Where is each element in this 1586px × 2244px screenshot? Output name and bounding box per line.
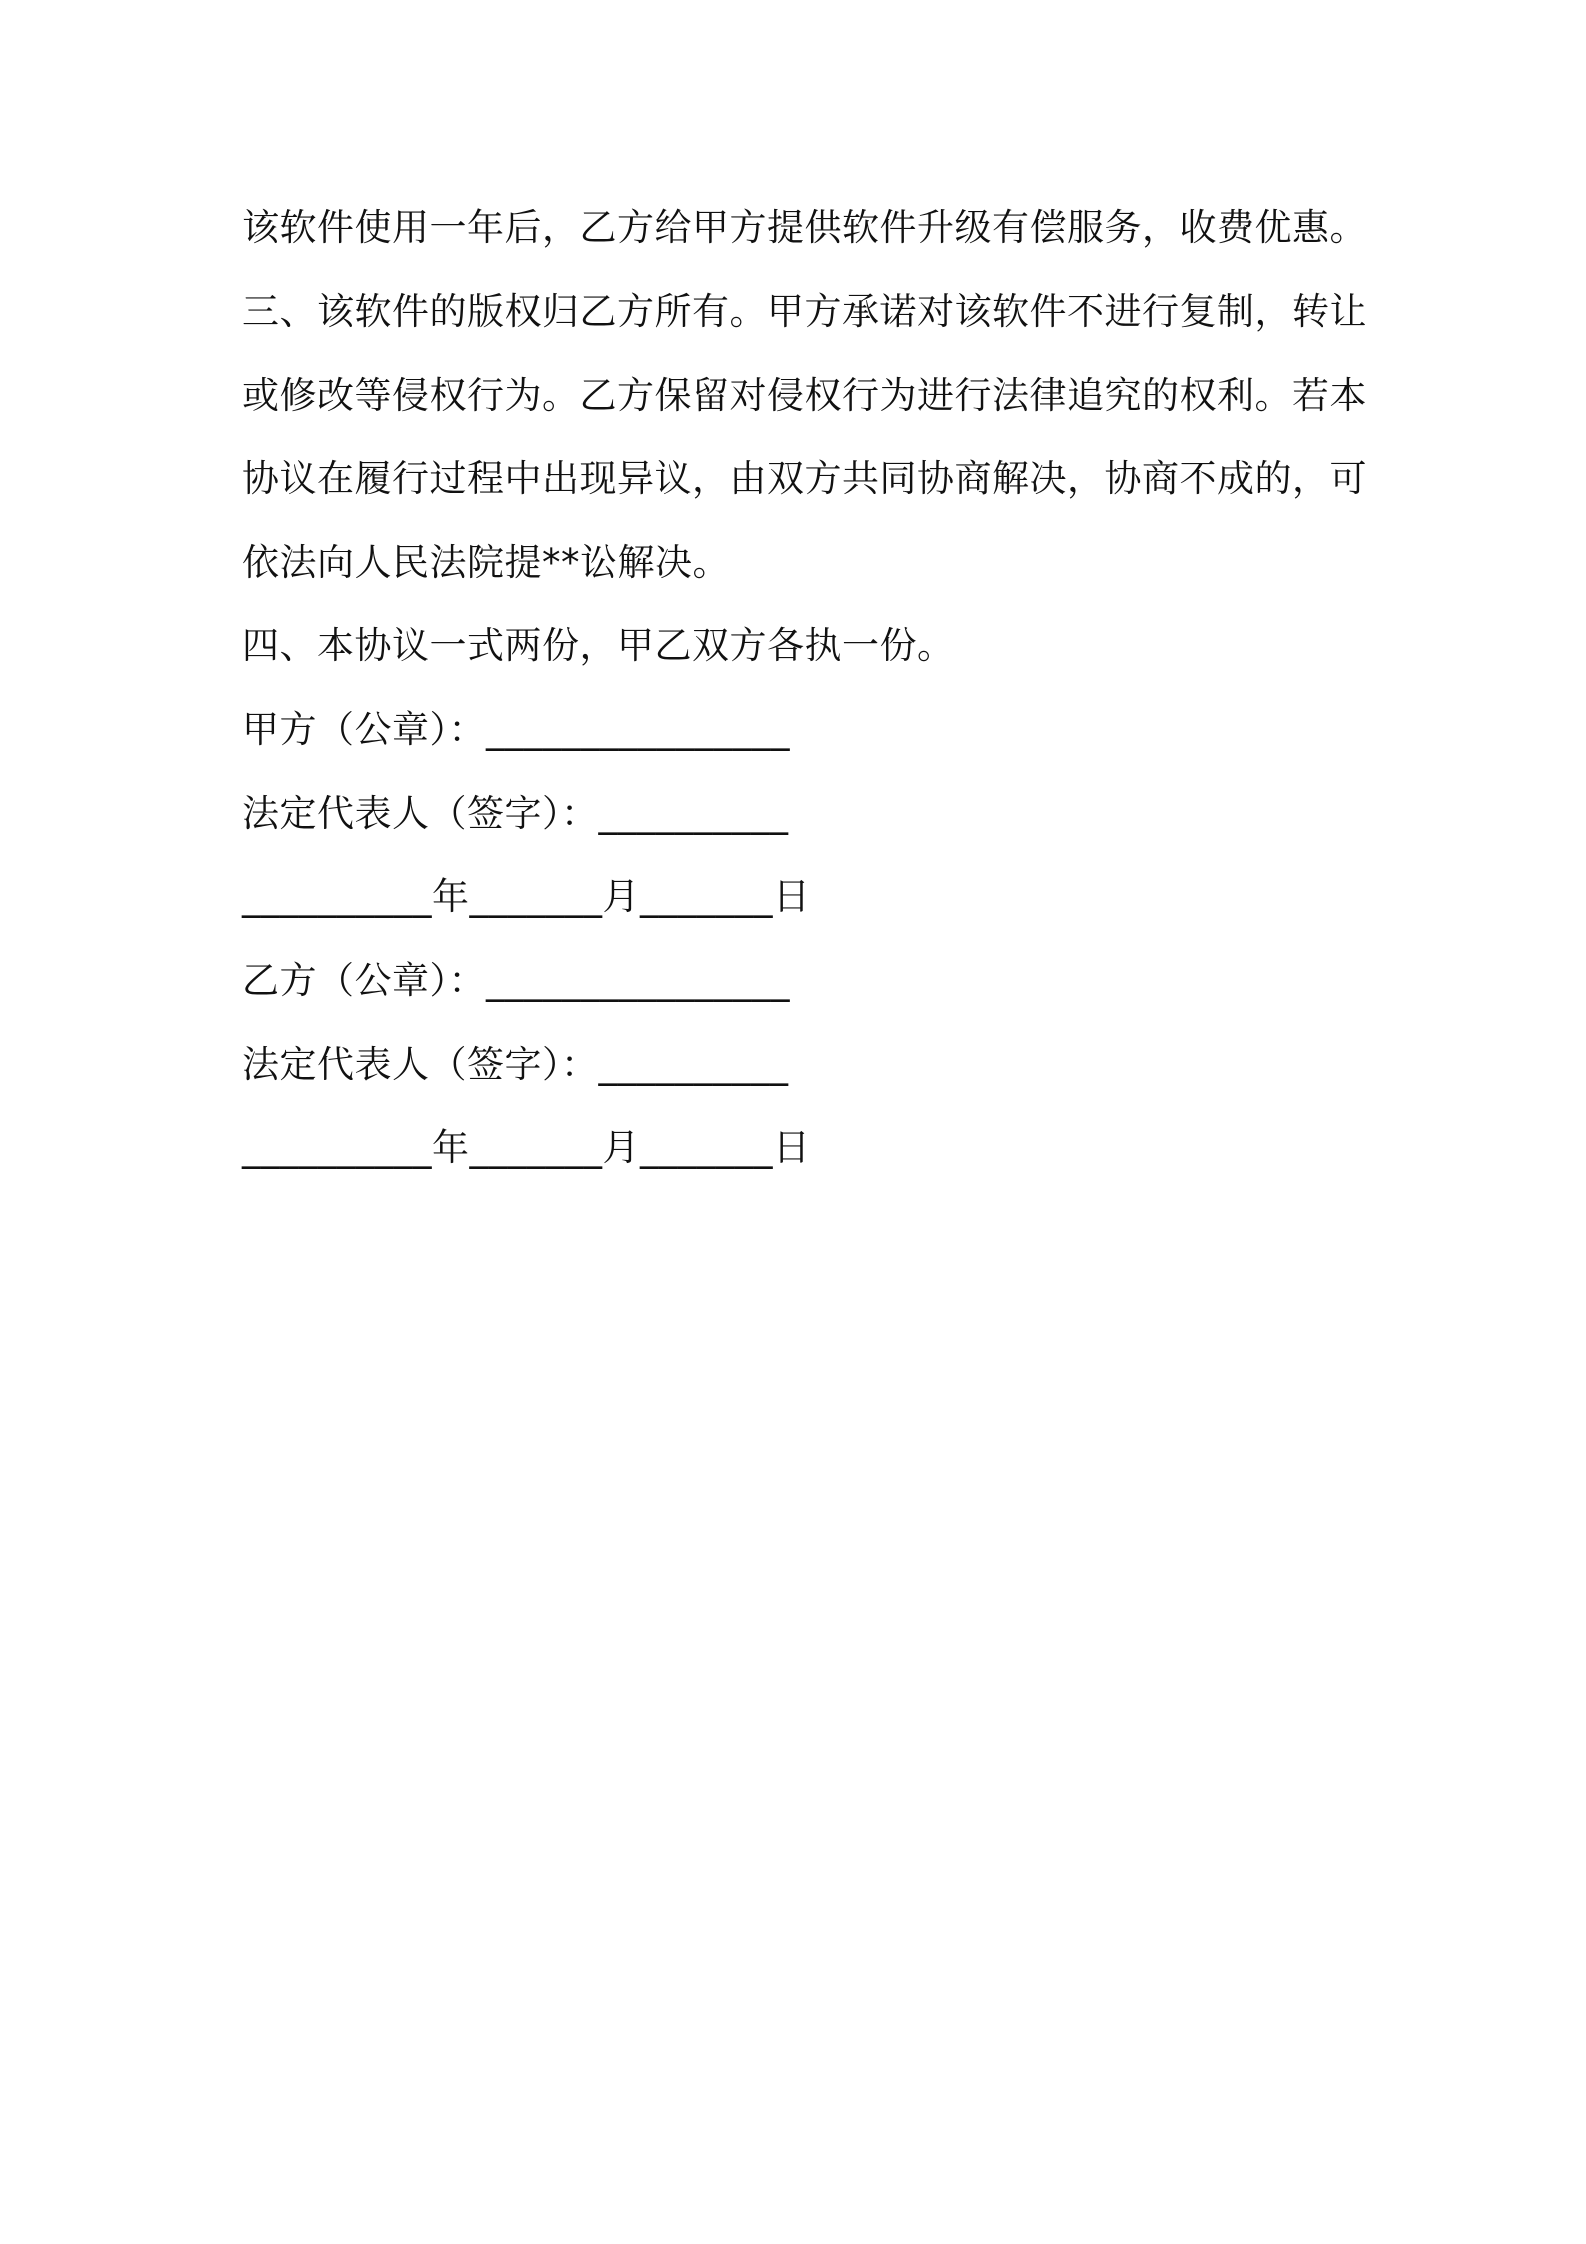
party-b-date: __________年_______月_______日	[242, 1126, 811, 1169]
clause-four: 四、本协议一式两份，甲乙双方各执一份。	[242, 624, 955, 667]
party-a-representative: 法定代表人（签字）：__________	[242, 792, 789, 835]
clause-three-line-2: 或修改等侵权行为。乙方保留对侵权行为进行法律追究的权利。若本	[242, 374, 1367, 417]
body-line-1: 该软件使用一年后，乙方给甲方提供软件升级有偿服务，收费优惠。	[242, 206, 1367, 249]
party-a-date: __________年_______月_______日	[242, 875, 811, 918]
party-b-seal: 乙方（公章）：________________	[242, 959, 790, 1002]
clause-three-line-3: 协议在履行过程中出现异议，由双方共同协商解决，协商不成的，可	[242, 457, 1367, 500]
party-a-seal: 甲方（公章）：________________	[242, 708, 790, 751]
party-b-representative: 法定代表人（签字）：__________	[242, 1043, 789, 1086]
clause-three-line-4: 依法向人民法院提**讼解决。	[242, 541, 730, 584]
clause-three-line-1: 三、该软件的版权归乙方所有。甲方承诺对该软件不进行复制，转让	[242, 290, 1367, 333]
